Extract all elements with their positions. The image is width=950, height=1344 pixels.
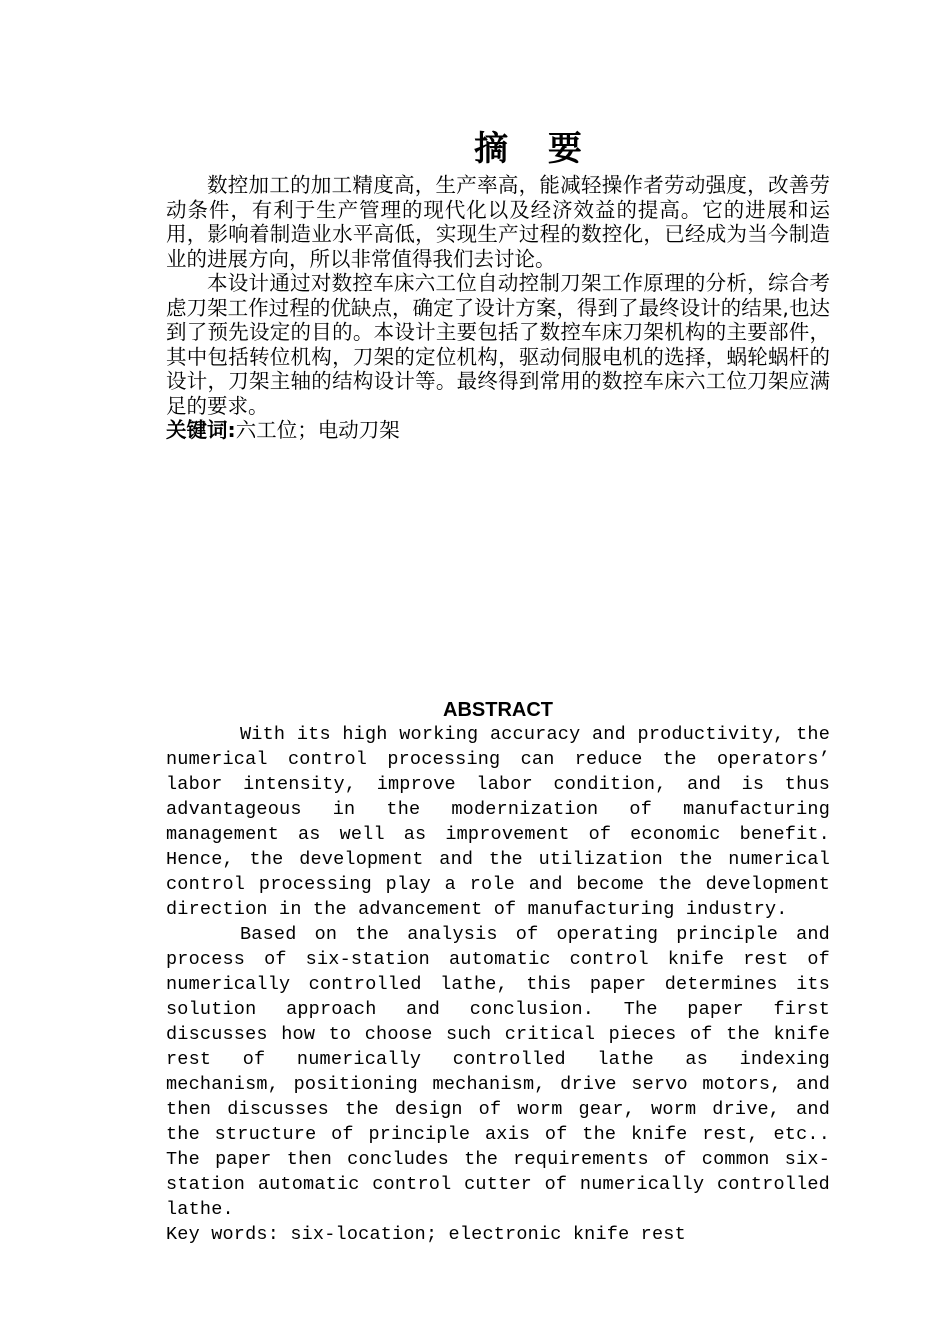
chinese-keywords-label: 关键词: bbox=[166, 418, 236, 442]
chinese-abstract-body bbox=[166, 173, 830, 443]
english-abstract-paragraph-1: With its high working accuracy and productivity, the numerical control processing can reduce the operators’ labor intensity, improve labor condition, and is thus advantageous in the modernization of manufacturing management as well as improvement of economic benefit. Hence, the development and the utilization the numerical control processing play a role and become the development direction in the advancement of manufacturing industry. bbox=[166, 724, 830, 920]
english-abstract-paragraph-2: Based on the analysis of operating principle and process of six-station automatic control knife rest of numerically controlled lathe, this paper determines its solution approach and conclusion. The paper first discusses how to choose such critical pieces of the knife rest of numerically controlled lathe as indexing mechanism, positioning mechanism, drive servo motors, and then discusses the design of worm gear, worm drive, and the structure of principle axis of the knife rest, etc.. The paper then concludes the requirements of common six-station automatic control cutter of numerically controlled lathe. bbox=[166, 924, 830, 1220]
english-keywords bbox=[166, 1222, 830, 1247]
english-abstract-title: ABSTRACT bbox=[443, 699, 553, 721]
chinese-abstract-paragraph-2: 本设计通过对数控车床六工位自动控制刀架工作原理的分析，综合考虑刀架工作过程的优缺点，确定了设计方案，得到了最终设计的结果,也达到了预先设定的目的。本设计主要包括了数控车床刀架机构的主要部件，其中包括转位机构，刀架的定位机构，驱动伺服电机的选择，蜗轮蜗杆的设计，刀架主轴的结构设计等。最终得到常用的数控车床六工位刀架应满足的要求。 bbox=[166, 271, 830, 418]
english-keywords-value: six-location; electronic knife rest bbox=[290, 1224, 686, 1245]
chinese-abstract-paragraph-1: 数控加工的加工精度高，生产率高，能减轻操作者劳动强度，改善劳动条件，有利于生产管理的现代化以及经济效益的提高。它的进展和运用，影响着制造业水平高低，实现生产过程的数控化，已经成为当今制造业的进展方向，所以非常值得我们去讨论。 bbox=[166, 173, 830, 271]
chinese-keywords bbox=[166, 418, 830, 443]
chinese-keywords-value: 六工位；电动刀架 bbox=[235, 418, 400, 442]
english-abstract-body bbox=[166, 722, 830, 1247]
chinese-abstract-title: 摘 要 bbox=[474, 129, 596, 169]
english-keywords-label: Key words: bbox=[166, 1224, 291, 1245]
